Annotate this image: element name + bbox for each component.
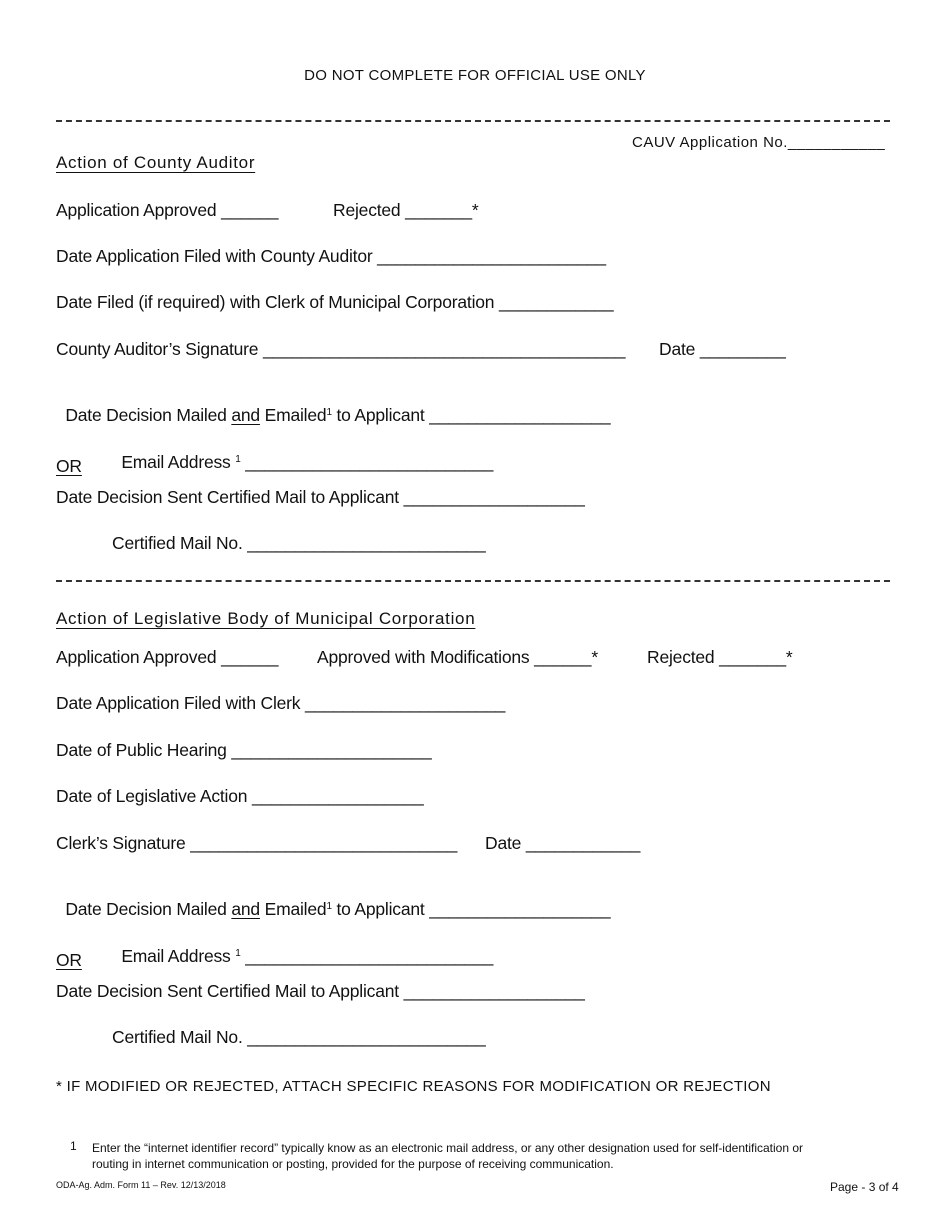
- legislative-date-filed-clerk-field: Date Application Filed with Clerk _____________________: [56, 693, 506, 713]
- auditor-certified-sent-field: Date Decision Sent Certified Mail to Applicant ___________________: [56, 487, 585, 507]
- footnote-text-line-1: Enter the “internet identifier record” typically know as an electronic mail address, or any other designation used for self-identification or: [92, 1141, 804, 1155]
- footnote-ref: 1: [326, 901, 332, 912]
- footnote-ref: 1: [235, 948, 241, 959]
- modification-rejection-notice: * IF MODIFIED OR REJECTED, ATTACH SPECIFIC REASONS FOR MODIFICATION OR REJECTION: [56, 1078, 771, 1095]
- mailed-label-end: to Applicant ___________________: [331, 405, 611, 425]
- official-use-notice: DO NOT COMPLETE FOR OFFICIAL USE ONLY: [304, 67, 646, 84]
- email-line: __________________________: [240, 946, 494, 966]
- mailed-emailed-label: Emailed: [259, 405, 327, 425]
- legislative-approved-modifications-field: Approved with Modifications ______*: [317, 647, 598, 667]
- email-label: Email Address: [121, 946, 236, 966]
- mailed-label-end: to Applicant ___________________: [331, 899, 611, 919]
- auditor-approved-field: Application Approved ______: [56, 200, 279, 220]
- footnote-ref: 1: [235, 454, 241, 465]
- mailed-and-underlined: and: [231, 899, 260, 919]
- email-label: Email Address: [121, 452, 236, 472]
- auditor-rejected-field: Rejected _______*: [333, 200, 479, 220]
- clerk-signature-date-field: Date ____________: [485, 833, 641, 853]
- legislative-certified-sent-field: Date Decision Sent Certified Mail to Applicant ___________________: [56, 981, 585, 1001]
- legislative-certified-mail-no-field: Certified Mail No. _________________________: [112, 1027, 486, 1047]
- legislative-approved-field: Application Approved ______: [56, 647, 279, 667]
- auditor-signature-date-field: Date _________: [659, 339, 786, 359]
- mailed-label-start: Date Decision Mailed: [65, 405, 232, 425]
- auditor-decision-mailed-field: [56, 385, 610, 425]
- footnote-text-line-2: routing in internet communication or posting, provided for the purpose of receiving communication.: [92, 1157, 614, 1171]
- auditor-date-filed-field: Date Application Filed with County Auditor ________________________: [56, 246, 606, 266]
- page-number: Page - 3 of 4: [830, 1180, 899, 1194]
- legislative-decision-mailed-field: [56, 879, 610, 919]
- dashed-divider-middle: [56, 580, 890, 582]
- form-identifier: ODA-Ag. Adm. Form 11 – Rev. 12/13/2018: [56, 1180, 226, 1190]
- legislative-rejected-field: Rejected _______*: [647, 647, 793, 667]
- cauv-application-number-field: CAUV Application No.___________: [632, 134, 886, 151]
- county-auditor-heading: Action of County Auditor: [56, 153, 256, 172]
- footnote-ref: 1: [326, 407, 332, 418]
- public-hearing-date-field: Date of Public Hearing _____________________: [56, 740, 432, 760]
- email-line: __________________________: [240, 452, 494, 472]
- mailed-emailed-label: Emailed: [259, 899, 327, 919]
- auditor-certified-mail-no-field: Certified Mail No. _________________________: [112, 533, 486, 553]
- legislative-action-date-field: Date of Legislative Action __________________: [56, 786, 424, 806]
- auditor-or-label: OR: [56, 456, 82, 476]
- auditor-email-address-field: [112, 432, 493, 472]
- auditor-date-filed-clerk-field: Date Filed (if required) with Clerk of Municipal Corporation ____________: [56, 292, 614, 312]
- clerk-signature-field: Clerk’s Signature ____________________________: [56, 833, 458, 853]
- legislative-body-heading: Action of Legislative Body of Municipal Corporation: [56, 609, 476, 628]
- legislative-or-label: OR: [56, 950, 82, 970]
- legislative-email-address-field: [112, 926, 493, 966]
- mailed-and-underlined: and: [231, 405, 260, 425]
- dashed-divider-top: [56, 120, 890, 122]
- mailed-label-start: Date Decision Mailed: [65, 899, 232, 919]
- auditor-signature-field: County Auditor’s Signature ______________________________________: [56, 339, 626, 359]
- footnote-number: 1: [70, 1139, 77, 1153]
